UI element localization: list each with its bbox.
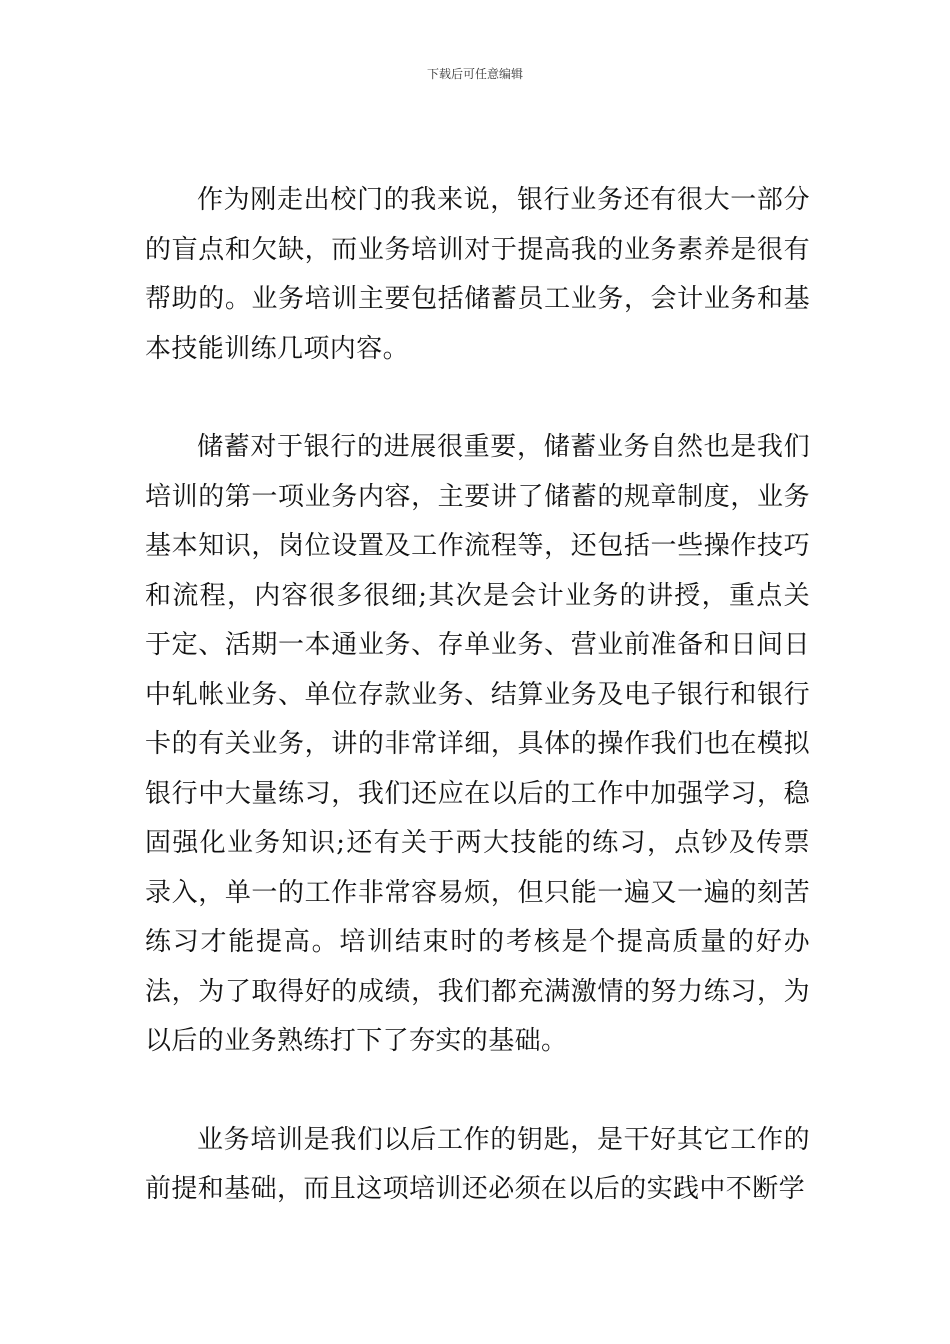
paragraph-1: 作为刚走出校门的我来说，银行业务还有很大一部分的盲点和欠缺，而业务培训对于提高我的业务素养是很有帮助的。业务培训主要包括储蓄员工业务，会计业务和基本技能训练几项内容。	[145, 185, 810, 364]
paragraph-2: 储蓄对于银行的进展很重要，储蓄业务自然也是我们培训的第一项业务内容，主要讲了储蓄的规章制度，业务基本知识，岗位设置及工作流程等，还包括一些操作技巧和流程，内容很多很细;其次是会计业务的讲授，重点关于定、活期一本通业务、存单业务、营业前准备和日间日中轧帐业务、单位存款业务、结算业务及电子银行和银行卡的有关业务，讲的非常详细，具体的操作我们也在模拟银行中大量练习，我们还应在以后的工作中加强学习，稳固强化业务知识;还有关于两大技能的练习，点钞及传票录入，单一的工作非常容易烦，但只能一遍又一遍的刻苦练习才能提高。培训结束时的考核是个提高质量的好办法，为了取得好的成绩，我们都充满激情的努力练习，为以后的业务熟练打下了夯实的基础。	[145, 432, 810, 1056]
page-header: 下载后可任意编辑	[426, 67, 523, 81]
document-body	[145, 176, 810, 1215]
paragraph-3: 业务培训是我们以后工作的钥匙，是干好其它工作的前提和基础，而且这项培训还必须在以后的实践中不断学	[145, 1124, 810, 1204]
